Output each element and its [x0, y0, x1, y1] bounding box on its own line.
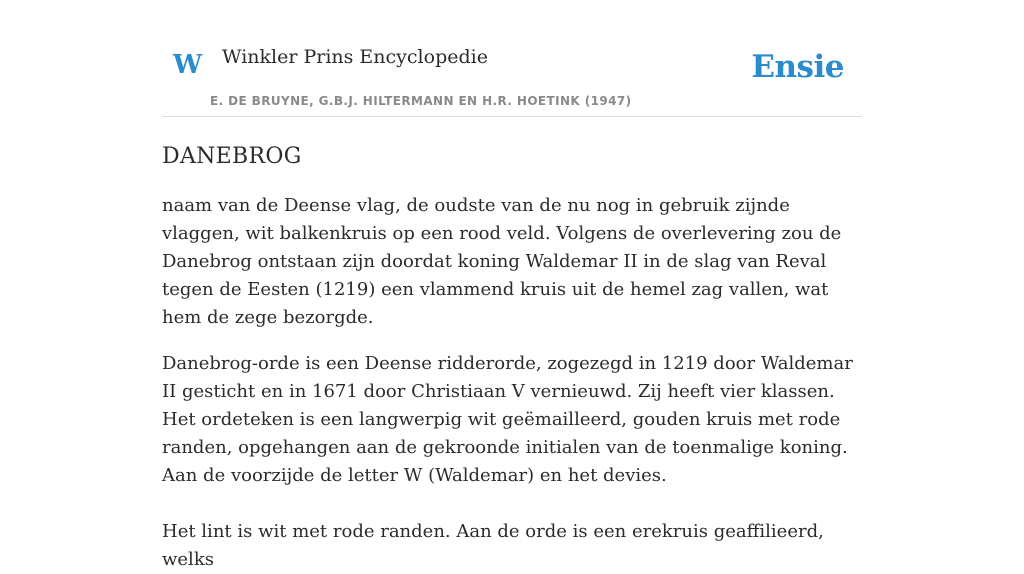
page — [162, 0, 862, 574]
winkler-prins-logo-icon[interactable]: W — [173, 50, 203, 80]
ensie-logo-link[interactable]: Ensie — [751, 49, 844, 85]
source-header — [162, 0, 862, 117]
article-paragraph: Het lint is wit met rode randen. Aan de orde is een erekruis geaffilieerd, welks — [162, 521, 824, 571]
article-paragraph: Danebrog-orde is een Deense ridderorde, zogezegd in 1219 door Waldemar II gesticht en in 1671 door Christiaan V vernieuwd. Zij heeft vier klassen. Het ordeteken is een langwerpig wit geëmailleerd, gouden kruis met rode randen, opgehangen aan de gekroonde initialen van de toenmalige koning. Aan de voorzijde de letter W (Waldemar) en het devies. — [162, 353, 853, 487]
source-authors: E. DE BRUYNE, G.B.J. HILTERMANN EN H.R. HOETINK (1947) — [210, 94, 632, 108]
source-title[interactable]: Winkler Prins Encyclopedie — [222, 46, 488, 68]
article-headword: DANEBROG — [162, 144, 302, 169]
article-paragraph: naam van de Deense vlag, de oudste van de nu nog in gebruik zijnde vlaggen, wit balkenkruis op een rood veld. Volgens de overlevering zou de Danebrog ontstaan zijn doordat koning Waldemar II in de slag van Reval tegen de Eesten (1219) een vlammend kruis uit de hemel zag vallen, wat hem de zege bezorgde. — [162, 195, 842, 329]
